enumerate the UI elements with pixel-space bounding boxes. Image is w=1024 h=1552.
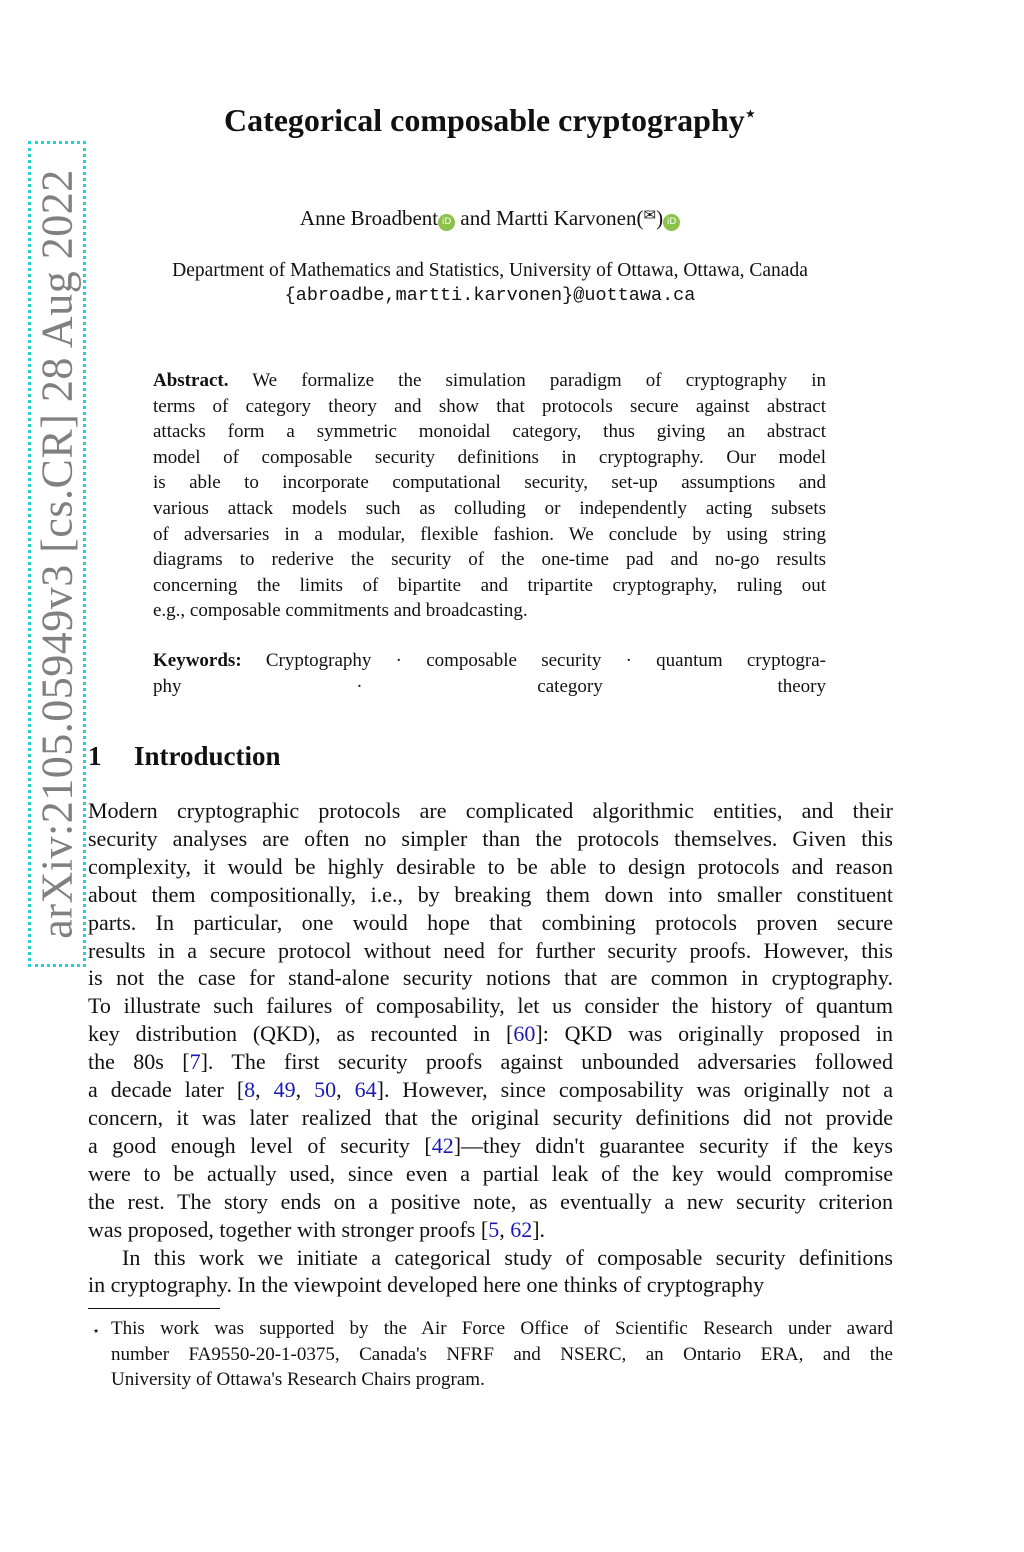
text-line: about them compositionally, i.e., by breaking them down into smaller constituent <box>88 881 893 907</box>
keywords <box>153 648 826 699</box>
text-line: various attack models such as colluding or independently acting subsets <box>153 497 826 519</box>
label: Keywords: <box>153 650 242 671</box>
text-line: of adversaries in a modular, flexible fashion. We conclude by using string <box>153 523 826 545</box>
text-line: key distribution (QKD), as recounted in [60]: QKD was originally proposed in <box>88 1021 894 1047</box>
text-line: were to be actually used, since even a partial leak of the key would compromise <box>88 1160 893 1186</box>
arxiv-identifier[interactable]: arXiv:2105.05949v3 [cs.CR] 28 Aug 2022 <box>32 169 82 939</box>
text-line: is not the case for stand-alone security notions that are common in cryptography. <box>88 965 893 991</box>
text-line: the rest. The story ends on a positive note, as eventually a new security criterion <box>88 1188 893 1214</box>
text-line: diagrams to rederive the security of the one-time pad and no-go results <box>153 549 826 571</box>
text-line: number FA9550-20-1-0375, Canada's NFRF and NSERC, an Ontario ERA, and the <box>111 1343 893 1365</box>
affiliation: Department of Mathematics and Statistics, University of Ottawa, Ottawa, Canada <box>172 260 808 281</box>
citation-link[interactable]: 8 <box>244 1077 256 1103</box>
text-line: attacks form a symmetric monoidal category, thus giving an abstract <box>153 421 826 443</box>
text-line: a decade later [8, 49, 50, 64]. However, since composability was originally not a <box>88 1077 894 1103</box>
text-line: concerning the limits of bipartite and tripartite cryptography, ruling out <box>153 574 826 596</box>
citation-link[interactable]: 64 <box>354 1077 377 1103</box>
citation-link[interactable]: 50 <box>314 1077 337 1103</box>
abstract <box>153 368 826 624</box>
text-line: complexity, it would be highly desirable to be able to design protocols and reason <box>88 853 893 879</box>
citation-link[interactable]: 7 <box>189 1049 201 1075</box>
citation-link[interactable]: 42 <box>431 1132 454 1158</box>
text-line: Modern cryptographic protocols are complicated algorithmic entities, and their <box>88 798 893 823</box>
text-line: a good enough level of security [42]—they didn't guarantee security if the keys <box>88 1132 893 1158</box>
text-line: Keywords: Cryptography · composable security · quantum cryptogra- <box>153 650 826 671</box>
text-line: terms of category theory and show that protocols secure against abstract <box>153 395 826 417</box>
text-line: e.g., composable commitments and broadcasting. <box>153 600 528 622</box>
orcid-icon[interactable]: iD <box>663 214 680 231</box>
paper-title <box>0 102 980 139</box>
footnote-mark: ⋆ <box>92 1323 101 1338</box>
email[interactable]: {abroadbe,martti.karvonen}@uottawa.ca <box>284 285 696 306</box>
author-name: Anne Broadbent <box>299 206 439 230</box>
author-list: Anne Broadbent iD and Martti Karvonen(✉) iD <box>0 206 980 231</box>
text-line: Abstract. We formalize the simulation paradigm of cryptography in <box>153 370 826 391</box>
envelope-icon: ✉ <box>643 208 657 224</box>
orcid-icon[interactable]: iD <box>438 214 455 231</box>
text-line: was proposed, together with stronger proofs [5, 62]. <box>88 1216 546 1242</box>
label: Abstract. <box>153 370 229 391</box>
footnote-rule <box>88 1308 220 1309</box>
citation-link[interactable]: 5 <box>488 1216 500 1242</box>
text-line: security analyses are often no simpler than the protocols themselves. Given this <box>88 825 893 851</box>
author-name: Martti Karvonen <box>495 206 637 230</box>
text-line: the 80s [7]. The first security proofs against unbounded adversaries followed <box>88 1049 893 1075</box>
text-line: phy · category theory <box>153 675 826 697</box>
body-text <box>88 797 893 1299</box>
affiliation-block <box>90 258 890 308</box>
section-number: 1 <box>88 741 102 771</box>
text-line: results in a secure protocol without need for further security proofs. However, this <box>88 937 893 963</box>
text-line: model of composable security definitions in cryptography. Our model <box>153 446 826 468</box>
text-line: in cryptography. In the viewpoint developed here one thinks of cryptography <box>88 1272 765 1298</box>
text-line: parts. In particular, one would hope that combining protocols proven secure <box>88 909 893 935</box>
author-separator: and <box>455 206 496 230</box>
section-heading <box>88 741 281 772</box>
text-line: In this work we initiate a categorical study of composable security definitions <box>122 1244 893 1270</box>
citation-link[interactable]: 62 <box>510 1216 533 1242</box>
arxiv-stamp <box>28 141 86 967</box>
footnote <box>88 1316 893 1393</box>
title-footnote-mark: ⋆ <box>744 103 757 124</box>
section-title: Introduction <box>134 741 281 771</box>
text-line: is able to incorporate computational security, set-up assumptions and <box>153 472 826 494</box>
title-text: Categorical composable cryptography <box>223 102 745 138</box>
citation-link[interactable]: 60 <box>513 1021 536 1047</box>
text-line: University of Ottawa's Research Chairs program. <box>111 1369 485 1390</box>
text-line: To illustrate such failures of composability, let us consider the history of quantum <box>88 993 893 1019</box>
text-line: concern, it was later realized that the original security definitions did not provide <box>88 1104 893 1130</box>
text-line: This work was supported by the Air Force Office of Scientific Research under award <box>111 1318 893 1339</box>
citation-link[interactable]: 49 <box>273 1077 296 1103</box>
